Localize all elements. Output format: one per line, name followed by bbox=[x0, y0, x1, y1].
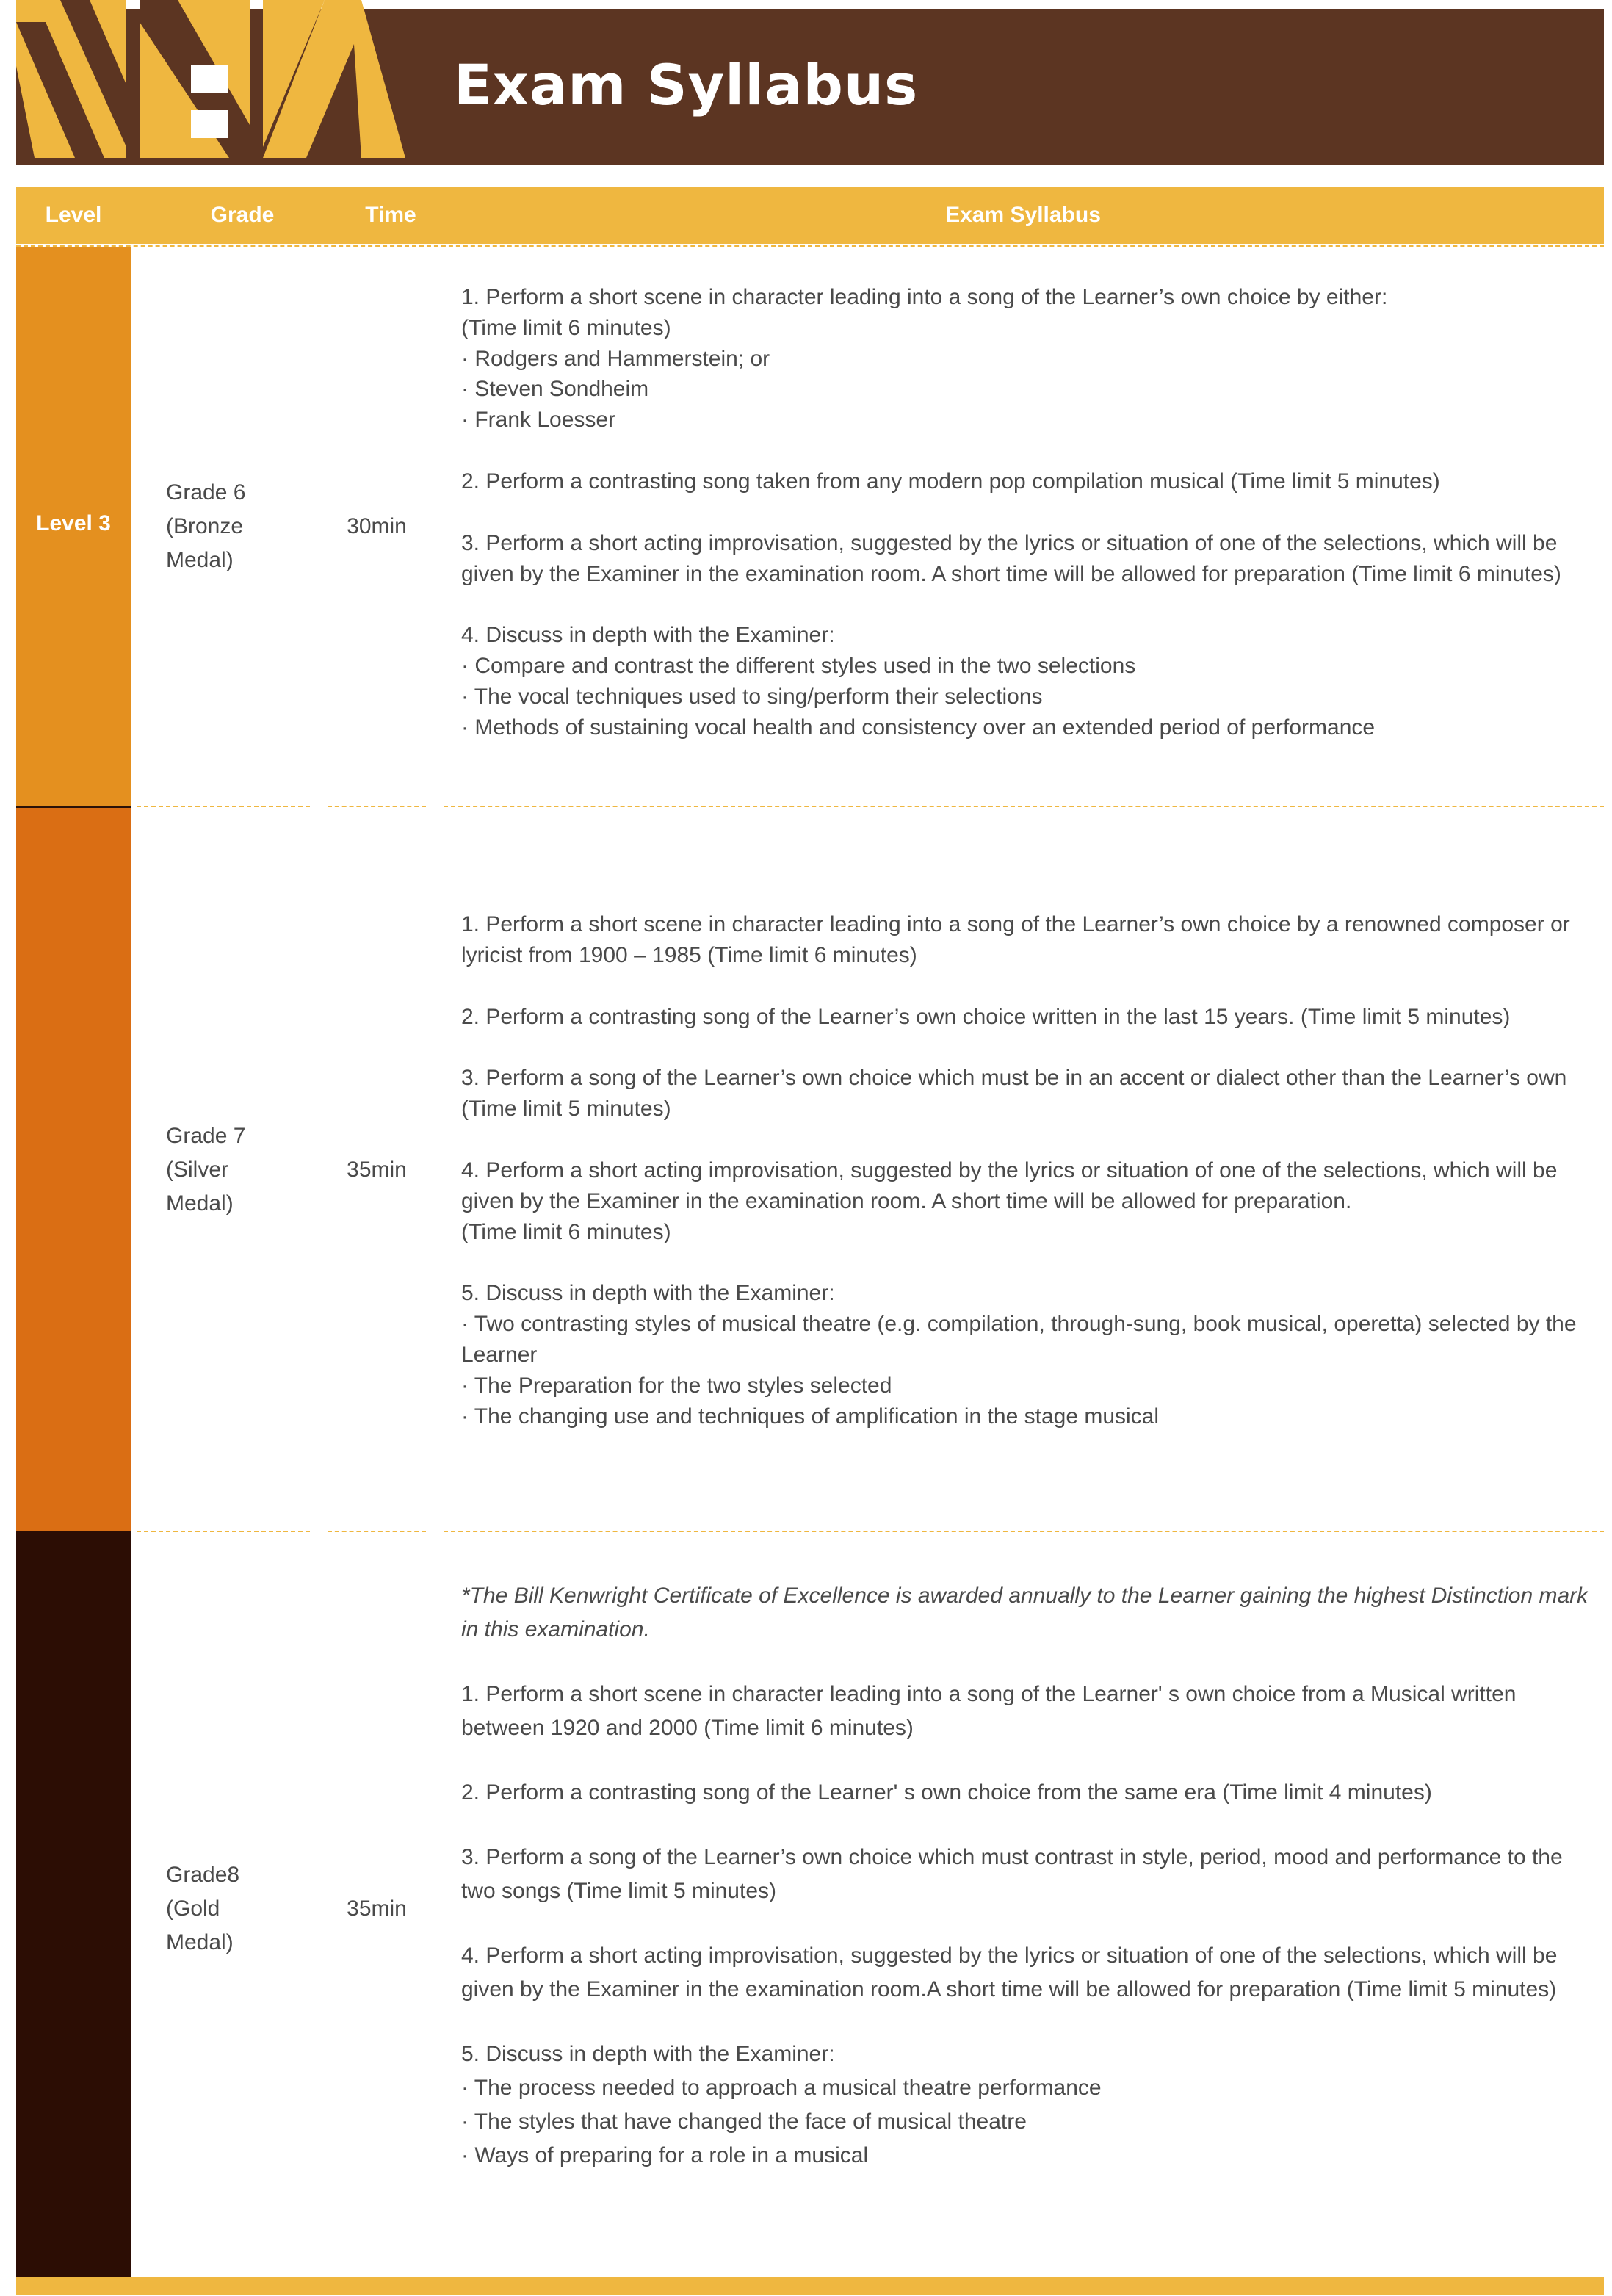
syllabus-line: (Time limit 6 minutes) bbox=[461, 1219, 671, 1244]
grade-cell: Grade 6 (Bronze Medal) bbox=[166, 480, 246, 572]
syllabus-note: *The Bill Kenwright Certificate of Excellence is awarded annually to the Learner gaining the highest Distinction mark in this examination. bbox=[461, 1584, 1588, 1642]
syllabus-line: · The vocal techniques used to sing/perform their selections bbox=[461, 684, 1043, 709]
spacer bbox=[461, 971, 1592, 1002]
spacer bbox=[461, 1647, 1592, 1678]
level-label: Level 3 bbox=[36, 511, 111, 535]
column-header-time: Time bbox=[365, 203, 416, 227]
spacer bbox=[461, 1908, 1592, 1939]
footer-bar bbox=[16, 2277, 1604, 2295]
table-header bbox=[16, 187, 1604, 244]
syllabus-line: · Rodgers and Hammerstein; or bbox=[461, 346, 770, 371]
spacer bbox=[461, 1247, 1592, 1278]
syllabus-line: · Steven Sondheim bbox=[461, 377, 649, 402]
spacer bbox=[461, 1810, 1592, 1841]
level-cell-1 bbox=[16, 247, 131, 806]
syllabus-line: · Frank Loesser bbox=[461, 408, 616, 433]
spacer bbox=[461, 1032, 1592, 1063]
syllabus-line: · The styles that have changed the face of musical theatre bbox=[461, 2109, 1027, 2134]
level-cell-2 bbox=[16, 808, 131, 1531]
syllabus-line: 4. Perform a short acting improvisation, suggested by the lyrics or situation of one of the selections, which will be given by the Examiner in the examination room.A short time will be allowed for preparation (Time limit 5 minutes) bbox=[461, 1943, 1558, 2001]
divider bbox=[328, 806, 426, 807]
page-title: Exam Syllabus bbox=[454, 52, 919, 118]
syllabus-line: 3. Perform a short acting improvisation, suggested by the lyrics or situation of one of the selections, which will be given by the Examiner in the examination room. A short time will be allowed for preparation (Time limit 6 minutes) bbox=[461, 530, 1561, 586]
syllabus-line: 1. Perform a short scene in character leading into a song of the Learner' s own choice from a Musical written between 1920 and 2000 (Time limit 6 minutes) bbox=[461, 1682, 1517, 1740]
divider bbox=[444, 1531, 1604, 1532]
column-header-grade: Grade bbox=[210, 203, 275, 227]
syllabus-line: 5. Discuss in depth with the Examiner: bbox=[461, 1281, 835, 1306]
syllabus-line: 4. Perform a short acting improvisation, suggested by the lyrics or situation of one of the selections, which will be given by the Examiner in the examination room. A short time will be allowed for preparation. bbox=[461, 1158, 1558, 1213]
syllabus-line: · Ways of preparing for a role in a musical bbox=[461, 2143, 869, 2167]
syllabus-line: 1. Perform a short scene in character leading into a song of the Learner’s own choice by a renowned composer or lyricist from 1900 – 1985 (Time limit 6 minutes) bbox=[461, 912, 1570, 967]
syllabus-line: · The process needed to approach a musical theatre performance bbox=[461, 2076, 1102, 2100]
spacer bbox=[461, 2007, 1592, 2037]
syllabus-line: 3. Perform a song of the Learner’s own choice which must contrast in style, period, mood and performance to the two songs (Time limit 5 minutes) bbox=[461, 1845, 1563, 1903]
spacer bbox=[461, 436, 1592, 466]
divider bbox=[16, 245, 1604, 247]
syllabus-line: (Time limit 6 minutes) bbox=[461, 315, 671, 340]
grade-cell: Grade8 (Gold Medal) bbox=[166, 1863, 240, 1954]
level-cell-3 bbox=[16, 1531, 131, 2277]
spacer bbox=[461, 589, 1592, 620]
syllabus-line: · The Preparation for the two styles selected bbox=[461, 1373, 892, 1398]
divider bbox=[137, 1531, 310, 1532]
syllabus-line: 5. Discuss in depth with the Examiner: bbox=[461, 2042, 835, 2066]
time-cell: 30min bbox=[347, 514, 407, 538]
spacer bbox=[461, 1745, 1592, 1776]
syllabus-line: · Two contrasting styles of musical theatre (e.g. compilation, through-sung, book musical, operetta) selected by the Learner bbox=[461, 1312, 1577, 1367]
syllabus-line: 1. Perform a short scene in character leading into a song of the Learner’s own choice by either: bbox=[461, 285, 1388, 309]
syllabus-line: 4. Discuss in depth with the Examiner: bbox=[461, 623, 835, 648]
divider bbox=[444, 806, 1604, 807]
spacer bbox=[461, 497, 1592, 528]
divider bbox=[137, 806, 310, 807]
nea-logo bbox=[16, 0, 405, 170]
syllabus-cell bbox=[461, 282, 1592, 743]
spacer bbox=[461, 1124, 1592, 1155]
grade-cell: Grade 7 (Silver Medal) bbox=[166, 1124, 246, 1216]
time-cell: 35min bbox=[347, 1158, 407, 1182]
syllabus-line: 3. Perform a song of the Learner’s own choice which must be in an accent or dialect other than the Learner’s own (Time limit 5 minutes) bbox=[461, 1066, 1567, 1122]
syllabus-line: · Methods of sustaining vocal health and consistency over an extended period of performance bbox=[461, 715, 1376, 740]
syllabus-line: 2. Perform a contrasting song of the Learner' s own choice from the same era (Time limit 4 minutes) bbox=[461, 1780, 1432, 1805]
column-header-exam-syllabus: Exam Syllabus bbox=[945, 203, 1101, 227]
syllabus-line: 2. Perform a contrasting song of the Learner’s own choice written in the last 15 years. (Time limit 5 minutes) bbox=[461, 1004, 1511, 1029]
column-header-level: Level bbox=[45, 203, 102, 227]
time-cell: 35min bbox=[347, 1896, 407, 1921]
syllabus-line: · The changing use and techniques of amplification in the stage musical bbox=[461, 1404, 1160, 1429]
divider bbox=[328, 1531, 426, 1532]
syllabus-line: 2. Perform a contrasting song taken from any modern pop compilation musical (Time limit 5 minutes) bbox=[461, 469, 1440, 494]
syllabus-line: · Compare and contrast the different styles used in the two selections bbox=[461, 654, 1136, 679]
syllabus-cell bbox=[461, 1579, 1592, 2173]
syllabus-cell bbox=[461, 909, 1592, 1432]
